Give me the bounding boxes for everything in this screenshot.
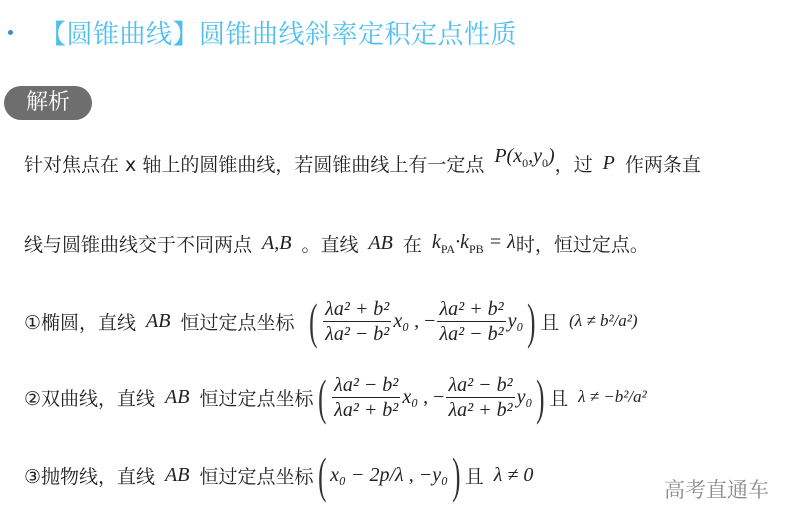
intro-text: 时，恒过定点。 <box>515 234 649 256</box>
case-text: 恒过定点坐标 <box>199 465 314 488</box>
x-fraction <box>323 297 391 346</box>
intro-text: 在 <box>402 234 422 256</box>
x0: x₀ <box>393 309 410 332</box>
numerator: λa² + b² <box>325 297 390 320</box>
line-ab: AB <box>368 232 393 254</box>
and-text: 且 <box>464 465 484 488</box>
and-text: 且 <box>549 387 569 410</box>
denominator: λa² − b² <box>439 322 504 345</box>
y-expression: −y₀ <box>418 463 449 486</box>
intro-line-1 <box>24 144 701 177</box>
point-p: $P(x_0,y_0)$ <box>494 144 555 170</box>
right-paren: ) <box>527 293 536 349</box>
and-text: 且 <box>540 311 560 334</box>
intro-line-2 <box>24 230 649 257</box>
intro-text: 针对焦点在 x 轴上的圆锥曲线，若圆锥曲线上有一定点 <box>24 154 485 176</box>
numerator: λa² + b² <box>439 297 504 320</box>
denominator: λa² − b² <box>325 322 390 345</box>
y0: y₀ <box>516 385 533 408</box>
case-label: ①椭圆，直线 <box>24 311 137 334</box>
x-fraction <box>332 373 400 422</box>
minus-sign: − <box>433 385 445 408</box>
lambda-condition: λ ≠ −b²/a² <box>578 387 647 406</box>
bullet-icon <box>8 30 13 35</box>
left-paren: ( <box>317 369 326 425</box>
right-paren: ) <box>452 447 461 503</box>
slope-product-condition: $k_{PA}\cdot k_{PB} = \lambda$ <box>431 230 516 256</box>
minus-sign: − <box>424 309 436 332</box>
intro-text: 线与圆锥曲线交于不同两点 <box>24 234 253 256</box>
left-paren: ( <box>317 447 326 503</box>
line-ab: AB <box>146 309 171 332</box>
case-label: ③抛物线，直线 <box>24 465 156 488</box>
y0: y₀ <box>507 309 524 332</box>
page-title: 【圆锥曲线】圆锥曲线斜率定积定点性质 <box>40 20 518 50</box>
lambda-condition: (λ ≠ b²/a²) <box>569 311 638 330</box>
case-text: 恒过定点坐标 <box>180 311 295 334</box>
denominator: λa² + b² <box>448 398 513 421</box>
lambda-condition: λ ≠ 0 <box>493 463 534 486</box>
analysis-badge: 解析 <box>4 86 92 120</box>
x0: x₀ <box>402 385 419 408</box>
denominator: λa² + b² <box>334 398 399 421</box>
numerator: λa² − b² <box>448 373 513 396</box>
var-p: P <box>602 152 615 174</box>
case-parabola: ③抛物线，直线 AB 恒过定点坐标 ( x₀ − 2p/λ , −y₀ ) 且 λ ≠ 0 <box>24 447 534 503</box>
intro-text: 作两条直 <box>624 154 701 176</box>
line-ab: AB <box>165 463 190 486</box>
case-ellipse: ①椭圆，直线 AB 恒过定点坐标 ( $\frac{\text{λa² + b²}}{\text{λa² − b²}}$ x₀ , − $\frac{\text{λa² + b²}}{\text{λa² − b²}}$ y₀ ) 且 (λ ≠ b²/a²) <box>24 293 638 349</box>
line-ab: AB <box>165 385 190 408</box>
left-paren: ( <box>308 293 317 349</box>
intro-text: ，过 <box>554 154 593 176</box>
y-fraction <box>437 297 505 346</box>
y-fraction <box>446 373 514 422</box>
right-paren: ) <box>536 369 545 425</box>
x-expression: x₀ − 2p/λ <box>330 463 404 486</box>
intro-text: 。直线 <box>301 234 359 256</box>
case-label: ②双曲线，直线 <box>24 387 156 410</box>
case-hyperbola: ②双曲线，直线 AB 恒过定点坐标 ( $\frac{\text{λa² − b²}}{\text{λa² + b²}}$ x₀ , − $\frac{\text{λa² − b²}}{\text{λa² + b²}}$ y₀ ) 且 λ ≠ −b²/a² <box>24 369 647 425</box>
case-text: 恒过定点坐标 <box>199 387 314 410</box>
points-ab: A,B <box>262 232 292 254</box>
watermark: 高考直通车 <box>664 478 769 502</box>
numerator: λa² − b² <box>334 373 399 396</box>
